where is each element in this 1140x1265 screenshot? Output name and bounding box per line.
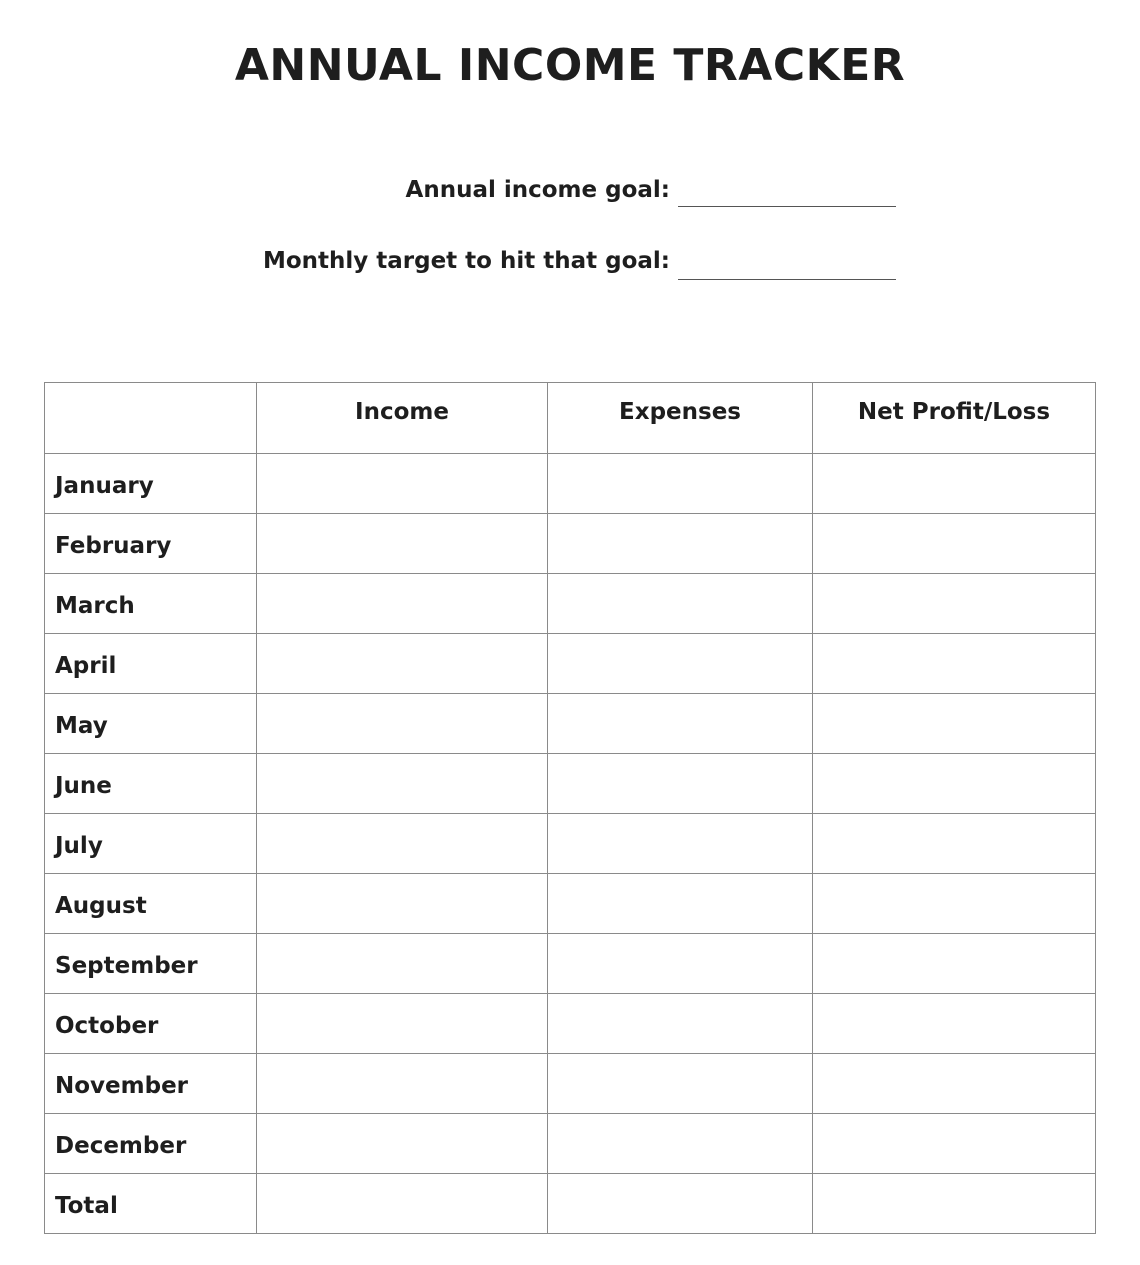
column-header-expenses: Expenses bbox=[548, 383, 813, 454]
net-profit-loss-cell[interactable] bbox=[813, 574, 1096, 634]
income-cell[interactable] bbox=[257, 634, 548, 694]
net-profit-loss-cell[interactable] bbox=[813, 514, 1096, 574]
monthly-target-field[interactable] bbox=[678, 279, 896, 280]
annual-goal-row bbox=[0, 173, 1140, 213]
row-label: July bbox=[45, 814, 257, 874]
income-cell[interactable] bbox=[257, 694, 548, 754]
table-row bbox=[45, 814, 1096, 874]
net-profit-loss-cell[interactable] bbox=[813, 994, 1096, 1054]
row-label: September bbox=[45, 934, 257, 994]
expenses-cell[interactable] bbox=[548, 1114, 813, 1174]
net-profit-loss-cell[interactable] bbox=[813, 934, 1096, 994]
income-cell[interactable] bbox=[257, 1054, 548, 1114]
row-label: January bbox=[45, 454, 257, 514]
expenses-cell[interactable] bbox=[548, 694, 813, 754]
net-profit-loss-cell[interactable] bbox=[813, 1114, 1096, 1174]
table-row bbox=[45, 994, 1096, 1054]
net-profit-loss-cell[interactable] bbox=[813, 694, 1096, 754]
expenses-cell[interactable] bbox=[548, 994, 813, 1054]
row-label: February bbox=[45, 514, 257, 574]
net-profit-loss-cell[interactable] bbox=[813, 1054, 1096, 1114]
row-label: May bbox=[45, 694, 257, 754]
income-cell[interactable] bbox=[257, 814, 548, 874]
row-label: November bbox=[45, 1054, 257, 1114]
column-header-net-profit-loss: Net Profit/Loss bbox=[813, 383, 1096, 454]
annual-goal-label: Annual income goal: bbox=[405, 177, 670, 203]
income-cell[interactable] bbox=[257, 1174, 548, 1234]
row-label: June bbox=[45, 754, 257, 814]
income-cell[interactable] bbox=[257, 934, 548, 994]
table-row bbox=[45, 1114, 1096, 1174]
row-label: Total bbox=[45, 1174, 257, 1234]
table-row bbox=[45, 694, 1096, 754]
table-row bbox=[45, 574, 1096, 634]
column-header-income: Income bbox=[257, 383, 548, 454]
table-header-row bbox=[45, 383, 1096, 454]
income-cell[interactable] bbox=[257, 874, 548, 934]
table-row bbox=[45, 754, 1096, 814]
row-label: April bbox=[45, 634, 257, 694]
table-row bbox=[45, 634, 1096, 694]
expenses-cell[interactable] bbox=[548, 454, 813, 514]
column-header-blank bbox=[45, 383, 257, 454]
expenses-cell[interactable] bbox=[548, 574, 813, 634]
table-row bbox=[45, 454, 1096, 514]
income-cell[interactable] bbox=[257, 754, 548, 814]
income-tracker-table bbox=[44, 382, 1096, 1234]
net-profit-loss-cell[interactable] bbox=[813, 634, 1096, 694]
table-row bbox=[45, 1054, 1096, 1114]
table-row bbox=[45, 514, 1096, 574]
page-title: ANNUAL INCOME TRACKER bbox=[234, 40, 906, 91]
net-profit-loss-cell[interactable] bbox=[813, 454, 1096, 514]
table-row bbox=[45, 934, 1096, 994]
net-profit-loss-cell[interactable] bbox=[813, 754, 1096, 814]
income-cell[interactable] bbox=[257, 1114, 548, 1174]
expenses-cell[interactable] bbox=[548, 874, 813, 934]
monthly-target-label: Monthly target to hit that goal: bbox=[262, 248, 670, 274]
net-profit-loss-cell[interactable] bbox=[813, 1174, 1096, 1234]
income-cell[interactable] bbox=[257, 574, 548, 634]
expenses-cell[interactable] bbox=[548, 1174, 813, 1234]
expenses-cell[interactable] bbox=[548, 814, 813, 874]
row-label: December bbox=[45, 1114, 257, 1174]
annual-goal-field[interactable] bbox=[678, 206, 896, 207]
expenses-cell[interactable] bbox=[548, 634, 813, 694]
expenses-cell[interactable] bbox=[548, 754, 813, 814]
expenses-cell[interactable] bbox=[548, 934, 813, 994]
net-profit-loss-cell[interactable] bbox=[813, 874, 1096, 934]
table-row bbox=[45, 874, 1096, 934]
expenses-cell[interactable] bbox=[548, 514, 813, 574]
row-label: March bbox=[45, 574, 257, 634]
income-cell[interactable] bbox=[257, 514, 548, 574]
net-profit-loss-cell[interactable] bbox=[813, 814, 1096, 874]
income-cell[interactable] bbox=[257, 994, 548, 1054]
income-cell[interactable] bbox=[257, 454, 548, 514]
row-label: October bbox=[45, 994, 257, 1054]
table-row bbox=[45, 1174, 1096, 1234]
monthly-target-row bbox=[0, 244, 1140, 284]
expenses-cell[interactable] bbox=[548, 1054, 813, 1114]
row-label: August bbox=[45, 874, 257, 934]
